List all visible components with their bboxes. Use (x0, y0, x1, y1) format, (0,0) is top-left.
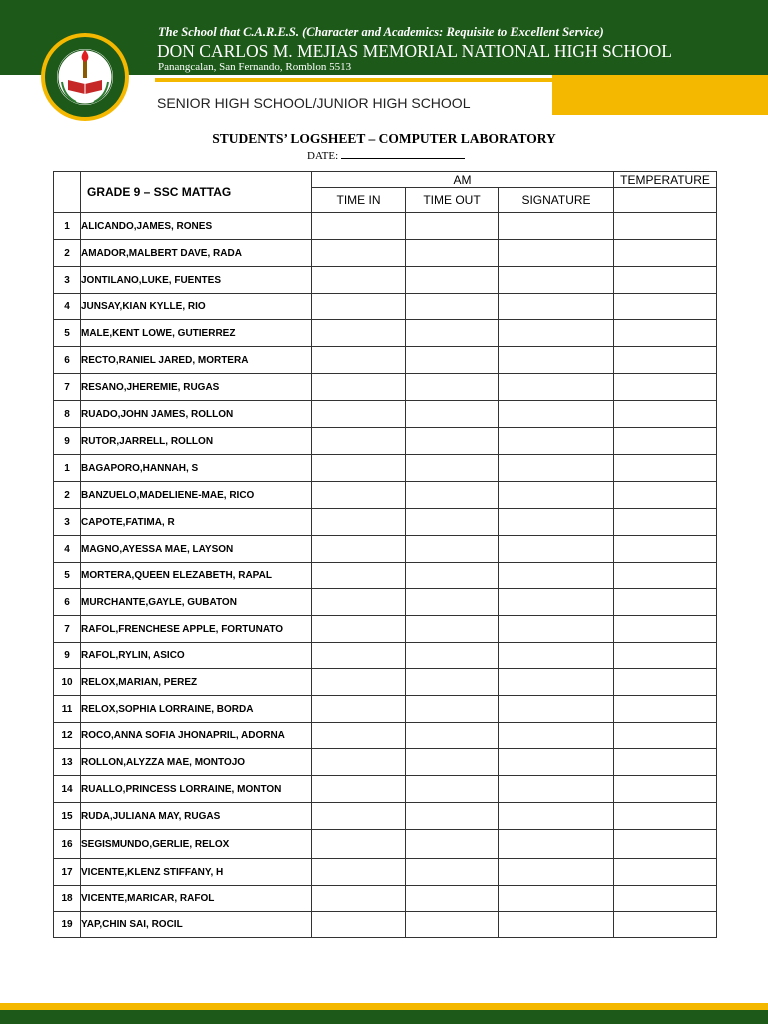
temperature-cell[interactable] (614, 830, 717, 859)
school-seal-logo (40, 32, 130, 122)
row-number: 12 (54, 723, 81, 749)
time-out-cell[interactable] (406, 374, 499, 401)
student-name: RESANO,JHEREMIE, RUGAS (81, 374, 312, 401)
row-number: 1 (54, 213, 81, 240)
temperature-cell[interactable] (614, 912, 717, 938)
signature-cell[interactable] (499, 912, 614, 938)
table-row (54, 563, 717, 589)
row-number: 2 (54, 240, 81, 267)
temperature-cell[interactable] (614, 428, 717, 455)
signature-cell[interactable] (499, 347, 614, 374)
date-label: DATE: (307, 150, 339, 162)
row-number: 6 (54, 589, 81, 616)
signature-cell[interactable] (499, 536, 614, 563)
header-gold-line (155, 78, 552, 82)
student-name: MURCHANTE,GAYLE, GUBATON (81, 589, 312, 616)
time-in-cell[interactable] (312, 696, 406, 723)
time-out-cell[interactable] (406, 776, 499, 803)
row-number: 17 (54, 859, 81, 886)
table-row (54, 401, 717, 428)
temperature-cell[interactable] (614, 669, 717, 696)
table-row (54, 267, 717, 294)
student-name: AMADOR,MALBERT DAVE, RADA (81, 240, 312, 267)
temperature-cell[interactable] (614, 589, 717, 616)
time-in-cell[interactable] (312, 669, 406, 696)
table-row (54, 859, 717, 886)
temperature-subheader (614, 188, 717, 213)
temperature-cell[interactable] (614, 455, 717, 482)
row-number: 5 (54, 563, 81, 589)
signature-cell[interactable] (499, 428, 614, 455)
table-row (54, 616, 717, 643)
time-out-cell[interactable] (406, 803, 499, 830)
temperature-cell[interactable] (614, 320, 717, 347)
time-out-cell[interactable] (406, 886, 499, 912)
temperature-cell[interactable] (614, 401, 717, 428)
student-name: RAFOL,FRENCHESE APPLE, FORTUNATO (81, 616, 312, 643)
row-number: 4 (54, 536, 81, 563)
row-number: 7 (54, 616, 81, 643)
time-in-cell[interactable] (312, 776, 406, 803)
row-number: 6 (54, 347, 81, 374)
temperature-cell[interactable] (614, 803, 717, 830)
time-in-cell[interactable] (312, 803, 406, 830)
school-motto: The School that C.A.R.E.S. (Character and Academics: Requisite to Excellent Service) (158, 25, 604, 39)
temperature-cell[interactable] (614, 643, 717, 669)
student-name: ALICANDO,JAMES, RONES (81, 213, 312, 240)
student-name: BAGAPORO,HANNAH, S (81, 455, 312, 482)
student-name: CAPOTE,FATIMA, R (81, 509, 312, 536)
time-in-cell[interactable] (312, 749, 406, 776)
student-name: RUTOR,JARRELL, ROLLON (81, 428, 312, 455)
table-row (54, 696, 717, 723)
row-number: 9 (54, 643, 81, 669)
student-name: MALE,KENT LOWE, GUTIERREZ (81, 320, 312, 347)
time-in-cell[interactable] (312, 267, 406, 294)
signature-cell[interactable] (499, 723, 614, 749)
time-out-cell[interactable] (406, 347, 499, 374)
time-out-cell[interactable] (406, 240, 499, 267)
table-row (54, 374, 717, 401)
table-row (54, 669, 717, 696)
document-title: STUDENTS’ LOGSHEET – COMPUTER LABORATORY (212, 131, 556, 146)
signature-header: SIGNATURE (499, 188, 614, 213)
time-in-cell[interactable] (312, 320, 406, 347)
school-address: Panangcalan, San Fernando, Romblon 5513 (158, 61, 352, 73)
row-number: 3 (54, 509, 81, 536)
table-row (54, 912, 717, 938)
table-row (54, 320, 717, 347)
footer-gold-band (0, 1003, 768, 1010)
table-row (54, 455, 717, 482)
student-name: RELOX,SOPHIA LORRAINE, BORDA (81, 696, 312, 723)
time-in-cell[interactable] (312, 886, 406, 912)
row-number: 15 (54, 803, 81, 830)
table-row (54, 886, 717, 912)
student-name: RUDA,JULIANA MAY, RUGAS (81, 803, 312, 830)
student-name: YAP,CHIN SAI, ROCIL (81, 912, 312, 938)
time-in-cell[interactable] (312, 294, 406, 320)
signature-cell[interactable] (499, 267, 614, 294)
time-out-cell[interactable] (406, 320, 499, 347)
table-row (54, 213, 717, 240)
temperature-cell[interactable] (614, 749, 717, 776)
signature-cell[interactable] (499, 859, 614, 886)
time-in-cell[interactable] (312, 859, 406, 886)
time-in-cell[interactable] (312, 213, 406, 240)
signature-cell[interactable] (499, 213, 614, 240)
time-out-cell[interactable] (406, 563, 499, 589)
signature-cell[interactable] (499, 669, 614, 696)
table-row (54, 347, 717, 374)
time-out-cell[interactable] (406, 723, 499, 749)
time-in-cell[interactable] (312, 347, 406, 374)
time-out-cell[interactable] (406, 912, 499, 938)
row-number: 2 (54, 482, 81, 509)
time-in-cell[interactable] (312, 401, 406, 428)
temperature-cell[interactable] (614, 240, 717, 267)
time-out-cell[interactable] (406, 428, 499, 455)
time-in-cell[interactable] (312, 830, 406, 859)
signature-cell[interactable] (499, 294, 614, 320)
table-row (54, 294, 717, 320)
row-number: 11 (54, 696, 81, 723)
student-name: SEGISMUNDO,GERLIE, RELOX (81, 830, 312, 859)
time-in-header: TIME IN (312, 188, 406, 213)
signature-cell[interactable] (499, 803, 614, 830)
footer-green-band (0, 1010, 768, 1024)
grade-section-header: GRADE 9 – SSC MATTAG (81, 172, 312, 213)
table-row (54, 749, 717, 776)
student-name: RECTO,RANIEL JARED, MORTERA (81, 347, 312, 374)
time-out-header: TIME OUT (406, 188, 499, 213)
time-out-cell[interactable] (406, 213, 499, 240)
signature-cell[interactable] (499, 776, 614, 803)
time-in-cell[interactable] (312, 536, 406, 563)
temperature-cell[interactable] (614, 482, 717, 509)
time-in-cell[interactable] (312, 509, 406, 536)
student-name: RELOX,MARIAN, PEREZ (81, 669, 312, 696)
row-number: 3 (54, 267, 81, 294)
signature-cell[interactable] (499, 240, 614, 267)
row-number: 9 (54, 428, 81, 455)
temperature-cell[interactable] (614, 696, 717, 723)
signature-cell[interactable] (499, 830, 614, 859)
signature-cell[interactable] (499, 616, 614, 643)
row-number: 4 (54, 294, 81, 320)
school-level: SENIOR HIGH SCHOOL/JUNIOR HIGH SCHOOL (157, 95, 471, 111)
row-number: 7 (54, 374, 81, 401)
time-in-cell[interactable] (312, 374, 406, 401)
date-line (307, 149, 465, 162)
temperature-cell[interactable] (614, 723, 717, 749)
signature-cell[interactable] (499, 643, 614, 669)
student-name: BANZUELO,MADELIENE-MAE, RICO (81, 482, 312, 509)
row-number: 13 (54, 749, 81, 776)
time-out-cell[interactable] (406, 294, 499, 320)
table-row (54, 776, 717, 803)
time-in-cell[interactable] (312, 563, 406, 589)
time-out-cell[interactable] (406, 830, 499, 859)
signature-cell[interactable] (499, 455, 614, 482)
temperature-cell[interactable] (614, 859, 717, 886)
table-row (54, 240, 717, 267)
temperature-cell[interactable] (614, 563, 717, 589)
table-row (54, 509, 717, 536)
logsheet-body (54, 213, 717, 938)
temperature-cell[interactable] (614, 347, 717, 374)
student-name: MAGNO,AYESSA MAE, LAYSON (81, 536, 312, 563)
signature-cell[interactable] (499, 320, 614, 347)
time-in-cell[interactable] (312, 428, 406, 455)
time-in-cell[interactable] (312, 616, 406, 643)
time-out-cell[interactable] (406, 482, 499, 509)
temperature-cell[interactable] (614, 509, 717, 536)
time-in-cell[interactable] (312, 482, 406, 509)
time-out-cell[interactable] (406, 859, 499, 886)
row-number: 19 (54, 912, 81, 938)
row-number: 18 (54, 886, 81, 912)
signature-cell[interactable] (499, 749, 614, 776)
time-out-cell[interactable] (406, 455, 499, 482)
student-name: JONTILANO,LUKE, FUENTES (81, 267, 312, 294)
row-number: 10 (54, 669, 81, 696)
time-out-cell[interactable] (406, 749, 499, 776)
time-out-cell[interactable] (406, 616, 499, 643)
time-out-cell[interactable] (406, 643, 499, 669)
header-gold-block (552, 75, 768, 115)
school-name: DON CARLOS M. MEJIAS MEMORIAL NATIONAL HIGH SCHOOL (157, 41, 672, 61)
table-row (54, 589, 717, 616)
temperature-cell[interactable] (614, 267, 717, 294)
temperature-cell[interactable] (614, 776, 717, 803)
student-name: ROLLON,ALYZZA MAE, MONTOJO (81, 749, 312, 776)
time-out-cell[interactable] (406, 536, 499, 563)
table-row (54, 830, 717, 859)
signature-cell[interactable] (499, 696, 614, 723)
row-number: 16 (54, 830, 81, 859)
temperature-cell[interactable] (614, 536, 717, 563)
signature-cell[interactable] (499, 589, 614, 616)
temperature-cell[interactable] (614, 213, 717, 240)
signature-cell[interactable] (499, 374, 614, 401)
temperature-header: TEMPERATURE (614, 172, 717, 188)
time-in-cell[interactable] (312, 912, 406, 938)
date-blank-field[interactable] (341, 149, 465, 159)
table-row (54, 723, 717, 749)
time-in-cell[interactable] (312, 643, 406, 669)
time-in-cell[interactable] (312, 240, 406, 267)
signature-cell[interactable] (499, 509, 614, 536)
temperature-cell[interactable] (614, 616, 717, 643)
signature-cell[interactable] (499, 886, 614, 912)
time-out-cell[interactable] (406, 509, 499, 536)
table-row (54, 536, 717, 563)
logsheet-table (53, 171, 717, 938)
temperature-cell[interactable] (614, 886, 717, 912)
time-out-cell[interactable] (406, 267, 499, 294)
temperature-cell[interactable] (614, 294, 717, 320)
student-name: RAFOL,RYLIN, ASICO (81, 643, 312, 669)
time-out-cell[interactable] (406, 401, 499, 428)
signature-cell[interactable] (499, 482, 614, 509)
table-row (54, 803, 717, 830)
student-name: VICENTE,MARICAR, RAFOL (81, 886, 312, 912)
row-number: 5 (54, 320, 81, 347)
row-number: 8 (54, 401, 81, 428)
student-name: JUNSAY,KIAN KYLLE, RIO (81, 294, 312, 320)
row-number: 14 (54, 776, 81, 803)
time-in-cell[interactable] (312, 589, 406, 616)
student-name: VICENTE,KLENZ STIFFANY, H (81, 859, 312, 886)
row-number: 1 (54, 455, 81, 482)
table-row (54, 428, 717, 455)
student-name: RUALLO,PRINCESS LORRAINE, MONTON (81, 776, 312, 803)
student-name: MORTERA,QUEEN ELEZABETH, RAPAL (81, 563, 312, 589)
signature-cell[interactable] (499, 401, 614, 428)
time-out-cell[interactable] (406, 589, 499, 616)
table-row (54, 643, 717, 669)
time-out-cell[interactable] (406, 669, 499, 696)
student-name: ROCO,ANNA SOFIA JHONAPRIL, ADORNA (81, 723, 312, 749)
signature-cell[interactable] (499, 563, 614, 589)
time-in-cell[interactable] (312, 455, 406, 482)
time-out-cell[interactable] (406, 696, 499, 723)
student-name: RUADO,JOHN JAMES, ROLLON (81, 401, 312, 428)
time-in-cell[interactable] (312, 723, 406, 749)
header-number-cell (54, 172, 81, 213)
table-row (54, 482, 717, 509)
temperature-cell[interactable] (614, 374, 717, 401)
am-header: AM (312, 172, 614, 188)
